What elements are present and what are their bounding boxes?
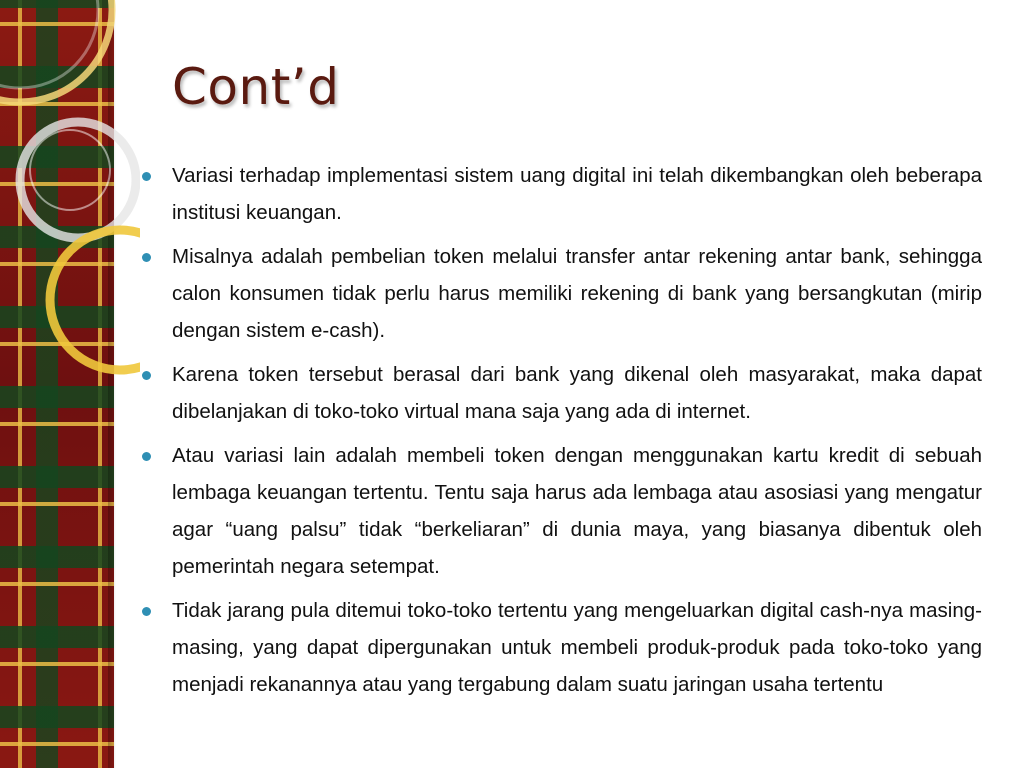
bullet-dot-icon (142, 607, 151, 616)
slide-title: Cont’d (172, 58, 340, 116)
bullet-dot-icon (142, 172, 151, 181)
gold-ring-arc (50, 230, 140, 370)
bullet-text: Tidak jarang pula ditemui toko-toko tertentu yang mengeluarkan digital cash-nya masing-masing, yang dapat dipergunakan untuk membeli produk-produk pada toko-toko yang menjadi rekanannya atau yang tergabung dalam suatu jaringan usaha tertentu (172, 599, 982, 696)
bullet-dot-icon (142, 452, 151, 461)
bullet-text: Misalnya adalah pembelian token melalui transfer antar rekening antar bank, sehingga calon konsumen tidak perlu harus memiliki rekening di bank yang bersangkutan (mirip dengan sistem e-cash). (172, 245, 982, 342)
bullet-item (140, 437, 982, 585)
bullet-item (140, 238, 982, 349)
bullet-item (140, 157, 982, 231)
bullet-item (140, 356, 982, 430)
small-white-ring (30, 130, 110, 210)
bullet-item (140, 592, 982, 703)
bullet-text: Karena token tersebut berasal dari bank yang dikenal oleh masyarakat, maka dapat dibelanjakan di toko-toko virtual mana saja yang ada di internet. (172, 363, 982, 423)
ring-decoration-icon (0, 0, 140, 400)
bullet-text: Atau variasi lain adalah membeli token dengan menggunakan kartu kredit di sebuah lembaga keuangan tertentu. Tentu saja harus ada lembaga atau asosiasi yang mengatur agar “uang palsu” tidak “berkeliaran” di dunia maya, yang biasanya dibentuk oleh pemerintah negara setempat. (172, 444, 982, 578)
mid-silver-ring (20, 122, 136, 238)
bullet-dot-icon (142, 371, 151, 380)
bullet-list (140, 157, 982, 710)
bullet-dot-icon (142, 253, 151, 262)
bullet-text: Variasi terhadap implementasi sistem uang digital ini telah dikembangkan oleh beberapa institusi keuangan. (172, 164, 982, 224)
